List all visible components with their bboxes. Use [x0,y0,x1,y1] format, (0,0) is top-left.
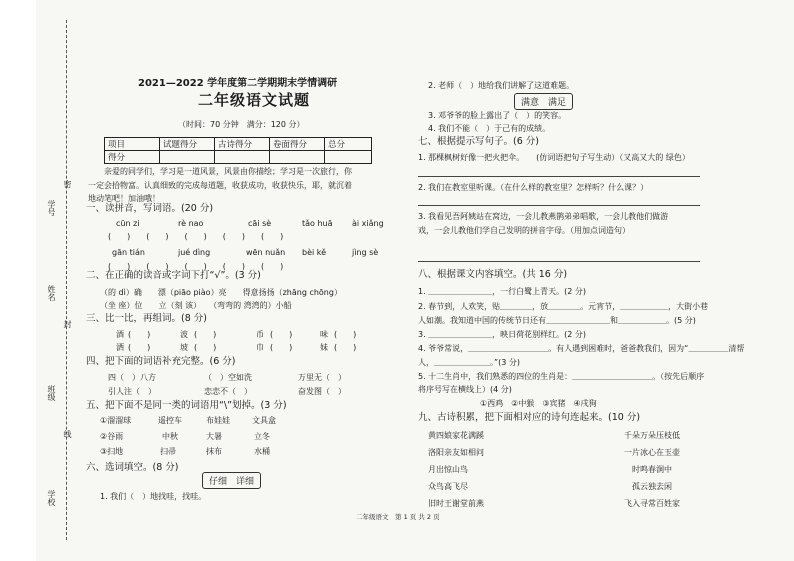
poem-line-right[interactable]: 时鸣春涧中 [632,465,672,474]
word[interactable]: 文具盒 [252,416,276,425]
idiom: 万里无（ ） [298,373,346,382]
q6-sentence: 1. 我们（ ）地找哇，找哇。 [100,492,207,501]
pinyin: bèi kě [302,248,327,257]
q3-char: 巾 [256,343,264,352]
word[interactable]: 立冬 [254,432,270,441]
q6-sentence: 4. 我们不能（ ）于己有的成绩。 [428,124,551,133]
poem-line-right[interactable]: 一片冰心在玉壶 [624,448,680,457]
poem-line-right[interactable]: 千朵万朵压枝低 [624,431,680,440]
gutter-name-label: 姓名 [47,285,56,301]
word[interactable]: 布娃娃 [206,416,230,425]
pinyin: cūn zi [116,219,140,228]
answer-parens-row[interactable]: ( ) ( ) ( ) ( ) ( ) [108,262,284,271]
q3-char: 洒 [116,343,124,352]
q8-item: 3. ＿＿＿＿＿＿＿＿，映日荷花别样红。(2 分) [418,330,587,339]
answer-blank[interactable]: ( ) [194,343,217,352]
poem-line-left[interactable]: 旧时王谢堂前燕 [428,499,484,508]
poem-line-right[interactable]: 孤云独去闲 [632,482,672,491]
answer-blank[interactable]: ( ) [334,330,357,339]
word[interactable]: 扫帚 [160,447,176,456]
score-col-total: 总分 [325,138,372,151]
poem-line-left[interactable]: 黄四娘家花满蹊 [428,431,484,440]
pinyin: tǎo huā [302,219,333,228]
q3-char: 坡 [180,343,188,352]
page-footer: 二年级语文 第 1 页 共 2 页 [356,513,440,521]
gutter-id-label: 学号 [47,200,56,216]
score-col-test: 试题得分 [160,138,215,151]
word-choice-box-2: 满意 满足 [514,93,573,110]
answer-blank[interactable]: ( ) [270,343,293,352]
word[interactable]: 水桶 [254,447,270,456]
q9-title: 九、古诗积累，把下面相对应的诗句连起来。(10 分) [418,412,641,423]
q3-char: 酒 [116,330,124,339]
q4-title: 四、把下面的词语补充完整。(6 分) [86,356,236,367]
q3-title: 三、比一比，再组词。(8 分) [86,313,207,324]
q7-sentence: 2. 我们在教室里听课。（在什么样的教室里？怎样听？什么课？） [418,183,649,192]
q3-char: 味 [320,330,328,339]
pinyin: cāi sè [248,219,272,228]
answer-blank[interactable]: ( ) [270,330,293,339]
intro-line: 一定会拾物富。认真细致的完成每道题，收获成功，收获快乐，耶，就沉着 [88,181,352,190]
q7-title: 七、根据提示写句子。(6 分) [418,136,539,147]
answer-blank[interactable]: ( ) [334,343,357,352]
poem-line-left[interactable]: 众鸟高飞尽 [428,482,468,491]
q7-sentence: 戏，一会儿教他们学自己发明的拼音字母。（用加点词造句） [418,226,630,235]
idiom: （ ）空如洗 [204,373,252,382]
pinyin: jìng sè [352,248,379,257]
word[interactable]: ①溜溜球 [100,416,132,425]
poem-line-left[interactable]: 月出惊山鸟 [428,465,468,474]
score-cell[interactable] [160,151,215,164]
pinyin: wēn nuǎn [246,248,286,257]
q2-line: （的 dì）确 漂（piāo piào）亮 得意扬扬（zhāng chōng） [100,288,342,297]
q7-sentence: 1. 那棵枫树好像一把火把伞。 (仿词语把句子写生动）（又高又大的 绿色） [418,153,690,162]
pinyin: rè nao [178,219,204,228]
gutter-seal-3: 线 [63,430,72,438]
answer-blank[interactable]: ( ) [128,330,151,339]
score-table [104,137,372,164]
pinyin: ài xiǎng [352,219,384,228]
q8-item: 人，＿＿＿＿＿＿＿。”(3 分) [418,358,521,367]
binding-line [66,20,67,540]
q8-item: 1. ＿＿＿＿＿＿＿＿，一行白鹭上青天。(2 分) [418,287,587,296]
q1-title: 一、读拼音，写词语。(20 分) [86,203,214,214]
q3-char: 妹 [320,343,328,352]
q3-char: 波 [180,330,188,339]
word[interactable]: 中秋 [162,432,178,441]
word[interactable]: ③扫地 [100,447,124,456]
idiom: 引人注（ ） [108,387,156,396]
q6-sentence: 2. 老师（ ）地给我们讲解了这道难题。 [428,81,575,90]
time-score: （时间：70 分钟 满分：120 分） [178,120,305,129]
idiom: 奋发图（ ） [298,387,346,396]
q7-sentence: 3. 我看见吾阿姨站在窝边，一会儿教燕鹊弟弟唱歌，一会儿教他们做游 [418,212,669,221]
gutter-class-label: 班级 [47,385,56,401]
word[interactable]: 遥控车 [158,416,182,425]
score-row-label: 得分 [105,151,160,164]
page-title: 二年级语文试题 [198,91,311,109]
answer-blank[interactable]: ( ) [194,330,217,339]
answer-line[interactable] [418,176,700,177]
intro-line: 地动笔吧！加油哦！ [88,194,160,203]
gutter-school-label: 学校 [47,490,56,506]
q8-options: ①西鸡 ②中猴 ③宾猪 ④戌狗 [480,399,597,408]
q5-title: 五、把下面不是同一类的词语用“\”划掉。(3 分) [86,400,287,411]
word[interactable]: 抹布 [206,447,222,456]
answer-line[interactable] [418,205,700,206]
score-cell[interactable] [270,151,325,164]
q8-title: 八、根据课文内容填空。(共 16 分) [418,269,568,280]
score-cell[interactable] [325,151,372,164]
score-col-neat: 卷面得分 [270,138,325,151]
idiom: 恋恋不（ ） [204,387,252,396]
answer-parens-row[interactable]: ( ) ( ) ( ) ( ) ( ) [108,232,284,241]
q3-char: 币 [256,330,264,339]
word[interactable]: 大暑 [206,432,222,441]
gutter-seal-1: 密 [63,180,72,188]
q8-item: 2. 春节到，人欢笑，贴＿＿＿＿，放＿＿＿＿。元宵节，＿＿＿＿＿＿，大街小巷 [418,302,709,311]
q6-sentence: 3. 邓爷爷的脸上露出了（ ）的笑容。 [428,111,567,120]
answer-line[interactable] [418,261,700,262]
pinyin: gān tián [112,248,145,257]
score-col-poem: 古诗得分 [215,138,270,151]
poem-line-right[interactable]: 飞入寻常百姓家 [624,499,680,508]
q2-line: （坐 座）位 立（刻 该） （弯弯的 湾湾的）小船 [100,301,292,310]
q6-title: 六、选词填空。(8 分) [86,462,179,473]
word-choice-box-1: 仔细 详细 [202,472,261,489]
poem-line-left[interactable]: 洛阳亲友如相问 [428,448,484,457]
q8-item: 将序号写在横线上）(4 分) [418,385,512,394]
gutter-seal-2: 封 [63,320,72,328]
score-col-item: 项目 [105,138,160,151]
idiom: 四（ ）八方 [108,373,156,382]
year-line: 2021—2022 学年度第二学期期末学情调研 [138,78,338,89]
word[interactable]: ②谷雨 [100,432,124,441]
q8-item: 人如潮。我知道中国的传统节日还有＿＿＿＿＿＿＿＿和＿＿＿＿＿＿。(5 分) [418,316,696,325]
intro-line: 亲爱的同学们，学习是一道风景，风景由你描绘；学习是一次旅行，你 [104,167,352,176]
q8-item: 4. 爷爷常说，＿＿＿＿＿＿＿＿＿＿。有人遇到困难时，爸爸教我们，因为“＿＿＿＿＿清帮 [418,344,745,353]
score-cell[interactable] [215,151,270,164]
pinyin: jué dìng [178,248,211,257]
answer-blank[interactable]: ( ) [128,343,151,352]
q2-title: 二、在正确的读音或字词下打“√”。(3 分) [86,270,261,281]
q8-item: 5. 十二生肖中，我们熟悉的四位的生肖是：＿＿＿＿＿＿＿＿＿＿。（按先后顺序 [418,372,705,381]
